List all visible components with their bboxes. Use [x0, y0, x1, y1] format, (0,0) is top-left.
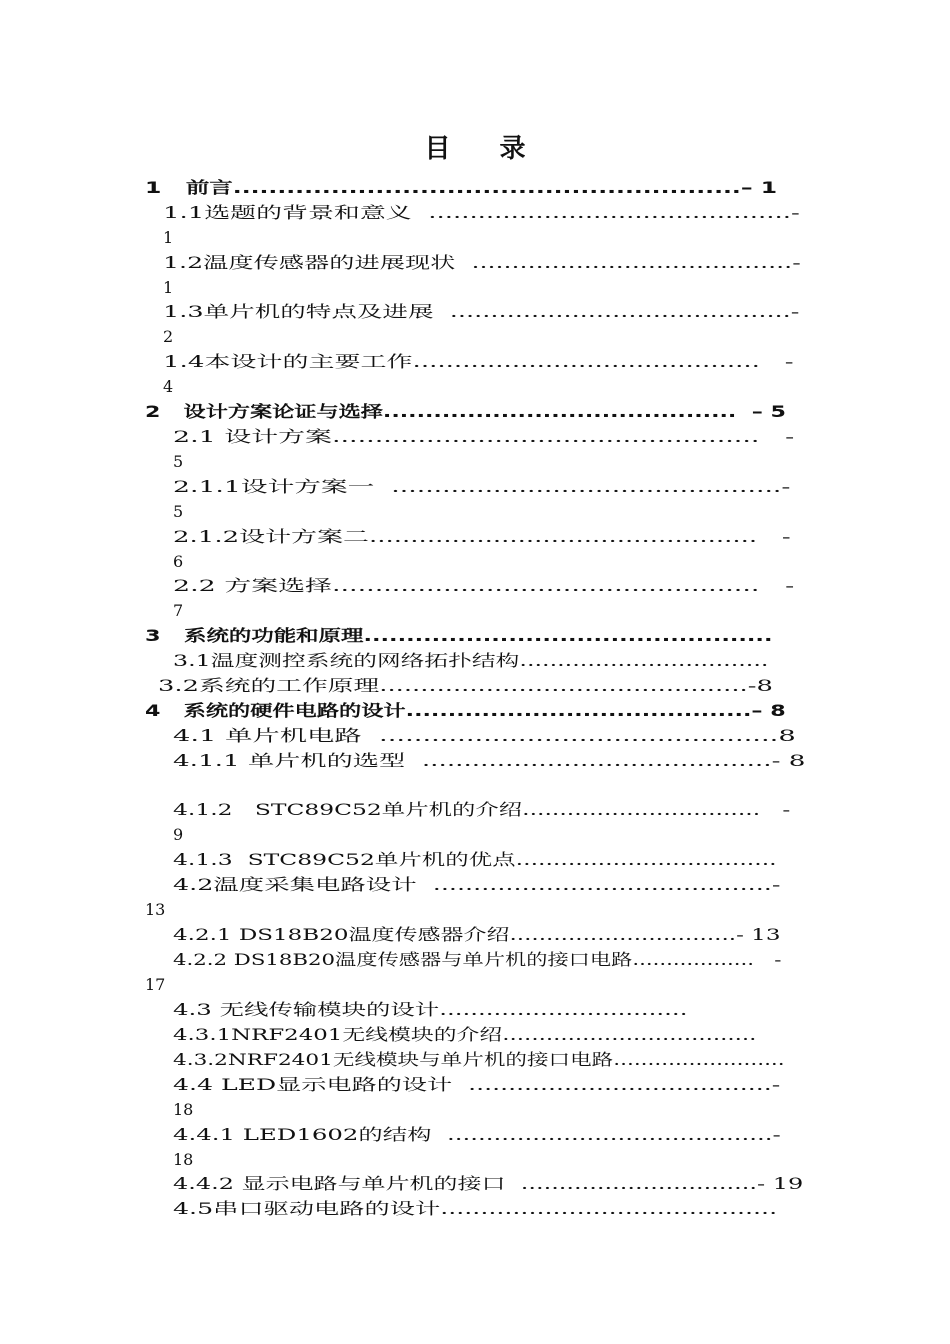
- toc-entry[interactable]: [173, 427, 794, 447]
- toc-page-number: -: [772, 1125, 781, 1144]
- toc-entry-title: 4.1.3 STC89C52单片机的优点: [173, 850, 516, 869]
- toc-page-number: -: [760, 800, 791, 819]
- toc-entry[interactable]: [173, 502, 183, 522]
- toc-entry[interactable]: [145, 402, 786, 422]
- toc-page-number: 4: [163, 377, 174, 396]
- toc-page-number: – 5: [736, 402, 786, 421]
- toc-entry[interactable]: [173, 452, 183, 472]
- toc-entry[interactable]: [145, 975, 165, 995]
- toc-entry-title: 2 设计方案论证与选择: [145, 402, 383, 421]
- toc-leader-dots: ...............................: [509, 925, 737, 944]
- toc-entry-title: 1 前言: [145, 178, 233, 197]
- toc-entry[interactable]: [145, 178, 777, 198]
- toc-leader-dots: ..........................................: [412, 352, 760, 371]
- toc-leader-dots: ...................................: [502, 1025, 757, 1044]
- toc-entry[interactable]: [145, 701, 786, 721]
- toc-entry-title: 4.4.2 显示电路与单片机的接口: [173, 1174, 521, 1193]
- toc-entry-title: 4.3.1NRF2401无线模块的介绍: [173, 1025, 503, 1044]
- toc-leader-dots: ..................................................: [331, 427, 760, 446]
- toc-entry[interactable]: [173, 1075, 780, 1095]
- toc-leader-dots: ...............................................: [369, 527, 758, 546]
- toc-leader-dots: ......................................: [468, 1075, 772, 1094]
- toc-entry[interactable]: [173, 1000, 687, 1020]
- toc-page-number: 17: [145, 975, 166, 994]
- toc-entry[interactable]: [173, 1100, 193, 1120]
- toc-entry-title: 2.1 设计方案: [173, 427, 332, 446]
- toc-entry-title: 4 系统的硬件电路的设计: [145, 701, 406, 720]
- toc-leader-dots: ..............................................: [391, 477, 782, 496]
- toc-entry-title: 4.2.2 DS18B20温度传感器与单片机的接口电路: [173, 950, 633, 969]
- toc-entry-title: 1.1选题的背景和意义: [163, 203, 429, 222]
- toc-entry[interactable]: [163, 352, 794, 372]
- toc-entry-title: 4.2.1 DS18B20温度传感器介绍: [173, 925, 510, 944]
- toc-page-number: -: [759, 352, 794, 371]
- toc-page-number: 1: [163, 278, 174, 297]
- toc-leader-dots: ..........................................: [432, 875, 772, 894]
- toc-entry[interactable]: [173, 651, 768, 671]
- toc-entry[interactable]: [173, 950, 781, 970]
- toc-page-number: -: [790, 203, 800, 222]
- toc-leader-dots: .........................................................: [232, 178, 741, 197]
- toc-entry-title: 4.4.1 LED1602的结构: [173, 1125, 448, 1144]
- toc-entry[interactable]: [173, 925, 780, 945]
- toc-entry[interactable]: [173, 800, 790, 820]
- toc-entry[interactable]: [173, 601, 183, 621]
- toc-page-number: 5: [173, 452, 184, 471]
- toc-page-number: 8: [778, 726, 796, 745]
- toc-leader-dots: ..........................................: [382, 402, 737, 421]
- toc-leader-dots: .........................: [613, 1050, 785, 1069]
- toc-entry[interactable]: [173, 1150, 193, 1170]
- toc-entry-title: 1.2温度传感器的进展现状: [163, 253, 472, 272]
- toc-page-number: -: [792, 253, 801, 272]
- toc-leader-dots: ..................: [632, 950, 754, 969]
- toc-entry[interactable]: [173, 1050, 785, 1070]
- toc-page-number: 13: [145, 900, 166, 919]
- toc-entry-title: 2.1.2设计方案二: [173, 527, 370, 546]
- toc-entry[interactable]: [173, 850, 777, 870]
- toc-page-number: - 13: [736, 925, 781, 944]
- toc-page-number: 6: [173, 552, 184, 571]
- toc-page-number: -: [771, 1075, 781, 1094]
- toc-page-number: -: [790, 302, 800, 321]
- toc-title: 目 录: [424, 134, 546, 164]
- toc-entry[interactable]: [173, 825, 183, 845]
- toc-page-number: -: [759, 427, 795, 446]
- toc-page-number: - 19: [757, 1174, 804, 1193]
- toc-page-number: 7: [173, 601, 184, 620]
- toc-leader-dots: ..........................................: [447, 1125, 773, 1144]
- toc-entry-title: 4.4 LED显示电路的设计: [173, 1075, 469, 1094]
- toc-leader-dots: ...............................: [520, 1174, 758, 1193]
- toc-entry-title: 4.3 无线传输模块的设计: [173, 1000, 440, 1019]
- toc-leader-dots: ........................................: [471, 253, 793, 272]
- toc-entry-title: 4.1.1 单片机的选型: [173, 751, 422, 770]
- toc-page-number: 5: [173, 502, 184, 521]
- toc-page-number: – 1: [740, 178, 778, 197]
- toc-entry[interactable]: [158, 676, 773, 696]
- toc-leader-dots: ..............................................: [379, 726, 779, 745]
- toc-leader-dots: ..........................................: [449, 302, 791, 321]
- toc-leader-dots: ..........................................: [421, 751, 772, 770]
- toc-entry[interactable]: [163, 253, 801, 273]
- toc-entry[interactable]: [163, 302, 799, 322]
- toc-page-number: -: [753, 950, 782, 969]
- toc-leader-dots: ................................................: [363, 626, 773, 645]
- toc-page-number: 18: [173, 1150, 194, 1169]
- toc-entry[interactable]: [173, 552, 183, 572]
- toc-page-number: -8: [747, 676, 773, 695]
- toc-page-number: - 8: [771, 751, 806, 770]
- toc-entry[interactable]: [173, 576, 794, 596]
- toc-leader-dots: .................................: [519, 651, 769, 670]
- toc-entry[interactable]: [163, 228, 173, 248]
- toc-entry-title: 3.1温度测控系统的网络拓扑结构: [173, 651, 520, 670]
- toc-entry-title: 2.2 方案选择: [173, 576, 332, 595]
- toc-entry-title: 4.1.2 STC89C52单片机的介绍: [173, 800, 523, 819]
- toc-entry[interactable]: [173, 751, 805, 771]
- toc-entry-title: 4.3.2NRF2401无线模块与单片机的接口电路: [173, 1050, 614, 1069]
- toc-entry[interactable]: [163, 377, 173, 397]
- toc-entry[interactable]: [163, 203, 800, 223]
- toc-entry[interactable]: [163, 278, 173, 298]
- toc-entry[interactable]: [145, 626, 772, 646]
- toc-page-number: 2: [163, 327, 174, 346]
- toc-entry[interactable]: [173, 1025, 756, 1045]
- toc-entry-title: 1.3单片机的特点及进展: [163, 302, 450, 321]
- toc-entry[interactable]: [173, 1199, 777, 1219]
- toc-page-number: -: [757, 527, 791, 546]
- toc-page-number: 18: [173, 1100, 194, 1119]
- toc-entry[interactable]: [173, 527, 791, 547]
- toc-entry-title: 3 系统的功能和原理: [145, 626, 364, 645]
- toc-entry-title: 4.1 单片机电路: [173, 726, 380, 745]
- toc-entry-title: 1.4本设计的主要工作: [163, 352, 413, 371]
- toc-leader-dots: .........................................: [405, 701, 752, 720]
- toc-entry[interactable]: [145, 900, 165, 920]
- toc-page-number: -: [759, 576, 795, 595]
- toc-entry[interactable]: [173, 477, 790, 497]
- toc-leader-dots: ................................: [439, 1000, 688, 1019]
- toc-leader-dots: ................................: [522, 800, 761, 819]
- toc-leader-dots: ............................................: [428, 203, 791, 222]
- toc-entry-title: 2.1.1设计方案一: [173, 477, 392, 496]
- toc-entry[interactable]: [173, 1125, 781, 1145]
- toc-entry[interactable]: [173, 1174, 803, 1194]
- toc-entry-title: 4.2温度采集电路设计: [173, 875, 433, 894]
- toc-page-number: -: [781, 477, 791, 496]
- toc-page-number: -: [771, 875, 781, 894]
- toc-page-number: – 8: [751, 701, 786, 720]
- toc-leader-dots: ..................................................: [331, 576, 760, 595]
- toc-entry-title: 4.5串口驱动电路的设计: [173, 1199, 441, 1218]
- toc-page-number: 9: [173, 825, 184, 844]
- toc-leader-dots: ..........................................: [440, 1199, 778, 1218]
- toc-entry-title: 3.2系统的工作原理: [158, 676, 380, 695]
- toc-leader-dots: .............................................: [379, 676, 748, 695]
- toc-page-number: 1: [163, 228, 174, 247]
- toc-entry[interactable]: [163, 327, 173, 347]
- toc-entry[interactable]: [173, 875, 780, 895]
- toc-entry[interactable]: [173, 726, 796, 746]
- toc-leader-dots: ...................................: [515, 850, 777, 869]
